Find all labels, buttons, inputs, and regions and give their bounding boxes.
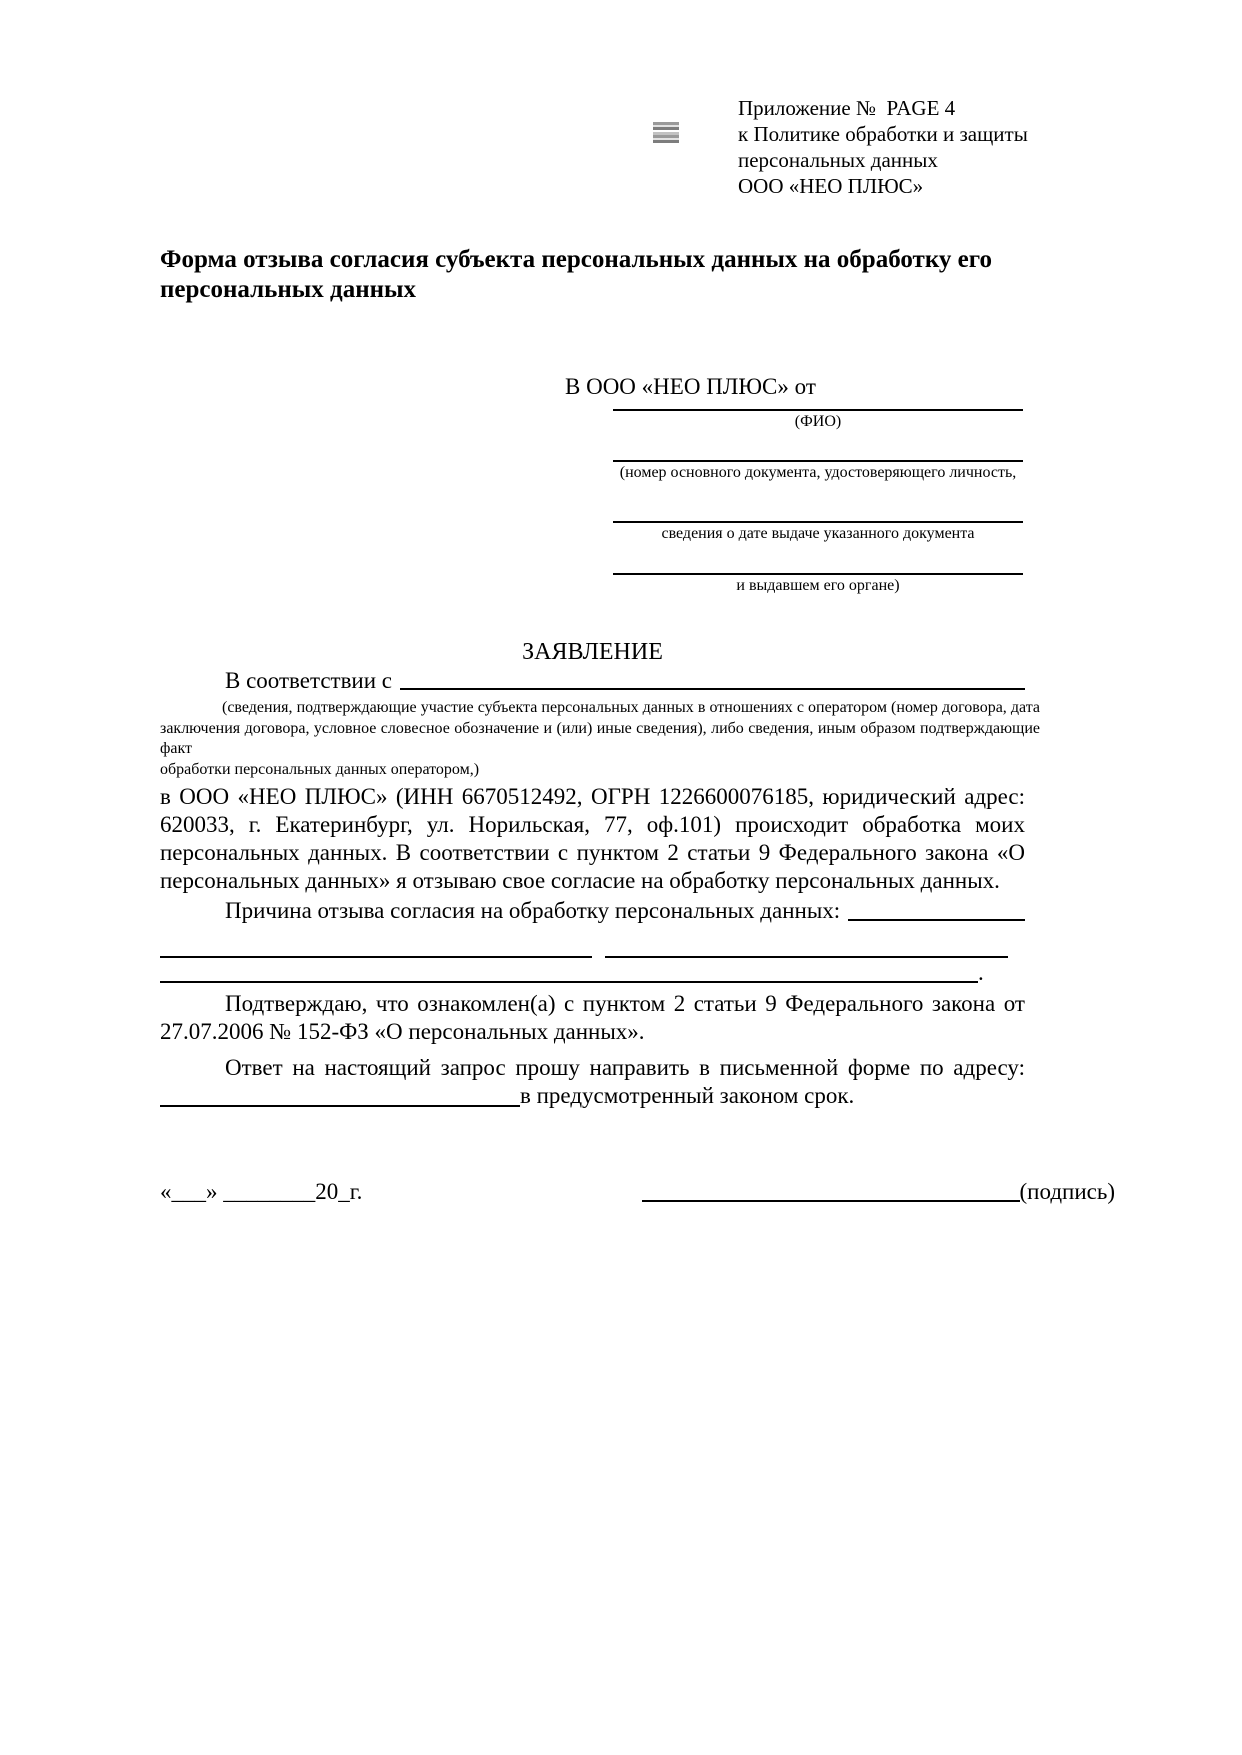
- address-blank-line: [160, 1105, 520, 1107]
- signature-blank-line: [642, 1200, 1020, 1202]
- reason-blank-line: [848, 919, 1025, 921]
- footnote-line: заключения договора, условное словесное обозначение и (или) иные сведения), либо сведения, иным образом подтверждающие факт: [160, 719, 1040, 757]
- footnote-line: обработки персональных данных оператором,): [160, 760, 480, 778]
- confirmation-line: Подтверждаю, что ознакомлен(а) с пунктом 2 статьи 9 Федерального закона от: [225, 991, 1025, 1016]
- addressee-line: В ООО «НЕО ПЛЮС» от: [565, 374, 816, 399]
- signature-block: [642, 1178, 1115, 1206]
- reply-paragraph: [160, 1054, 1025, 1110]
- body-paragraph: [160, 783, 1025, 895]
- document-title: [160, 245, 1060, 305]
- reason-line: [160, 897, 1025, 925]
- intro-blank-line: [400, 688, 1025, 690]
- appendix-line: к Политике обработки и защиты: [738, 122, 1028, 146]
- document-number-field: [613, 460, 1023, 482]
- document-header: [0, 0, 1242, 199]
- blank-line-terminator: .: [978, 960, 984, 985]
- fio-caption: (ФИО): [794, 413, 842, 430]
- issuing-authority-caption: и выдавшем его органе): [736, 577, 900, 594]
- blank-line-segment: [605, 930, 1008, 958]
- issue-date-field: [613, 521, 1023, 543]
- footnote-line: (сведения, подтверждающие участие субъекта персональных данных в отношениях с оператором (номер договора, дата: [222, 699, 1040, 716]
- issue-date-caption: сведения о дате выдаче указанного документа: [661, 525, 975, 542]
- statement-heading: ЗАЯВЛЕНИЕ: [522, 639, 663, 665]
- statement-intro-line: [160, 668, 1025, 694]
- reason-final-blank-row: [160, 958, 1025, 986]
- confirmation-paragraph: [160, 990, 1025, 1046]
- intro-prefix: В соответствии с: [225, 668, 393, 693]
- appendix-line: Приложение № PAGE 4: [738, 96, 956, 120]
- appendix-line: ООО «НЕО ПЛЮС»: [738, 174, 924, 198]
- date-blank: «___» ________20_г.: [160, 1179, 363, 1204]
- reply-line: Ответ на настоящий запрос прошу направить в письменной форме по адресу:: [225, 1055, 1025, 1080]
- issuing-authority-field: [613, 573, 1023, 595]
- appendix-reference-block: [738, 95, 1242, 199]
- fio-field: [613, 409, 1023, 431]
- footnote-paragraph: [160, 698, 1040, 780]
- reason-continuation-blank-row: [160, 930, 1008, 958]
- document-title-line: персональных данных: [160, 276, 417, 303]
- embedded-object-artifact-icon: [653, 122, 679, 144]
- reason-label: Причина отзыва согласия на обработку персональных данных:: [225, 898, 841, 923]
- reply-address-line: [160, 1082, 1025, 1110]
- blank-line-segment: [160, 930, 592, 958]
- document-title-line: Форма отзыва согласия субъекта персональных данных на обработку его: [160, 246, 992, 273]
- signature-row: [160, 1178, 1115, 1206]
- body-line: в ООО «НЕО ПЛЮС» (ИНН 6670512492, ОГРН 1226600076185, юридический адрес:: [160, 784, 1025, 809]
- body-line: 620033, г. Екатеринбург, ул. Норильская, 77, оф.101) происходит обработка моих: [160, 812, 1025, 837]
- body-line: персональных данных. В соответствии с пунктом 2 статьи 9 Федерального закона «О: [160, 840, 1025, 865]
- confirmation-line: 27.07.2006 № 152-ФЗ «О персональных данных».: [160, 1019, 645, 1044]
- body-line: персональных данных» я отзываю свое согласие на обработку персональных данных.: [160, 868, 1000, 893]
- signature-caption: (подпись): [1019, 1179, 1115, 1204]
- reply-suffix: в предусмотренный законом срок.: [520, 1083, 855, 1108]
- document-number-caption: (номер основного документа, удостоверяющего личность,: [619, 464, 1017, 481]
- blank-line-segment: [160, 981, 978, 983]
- appendix-line: персональных данных: [738, 148, 938, 172]
